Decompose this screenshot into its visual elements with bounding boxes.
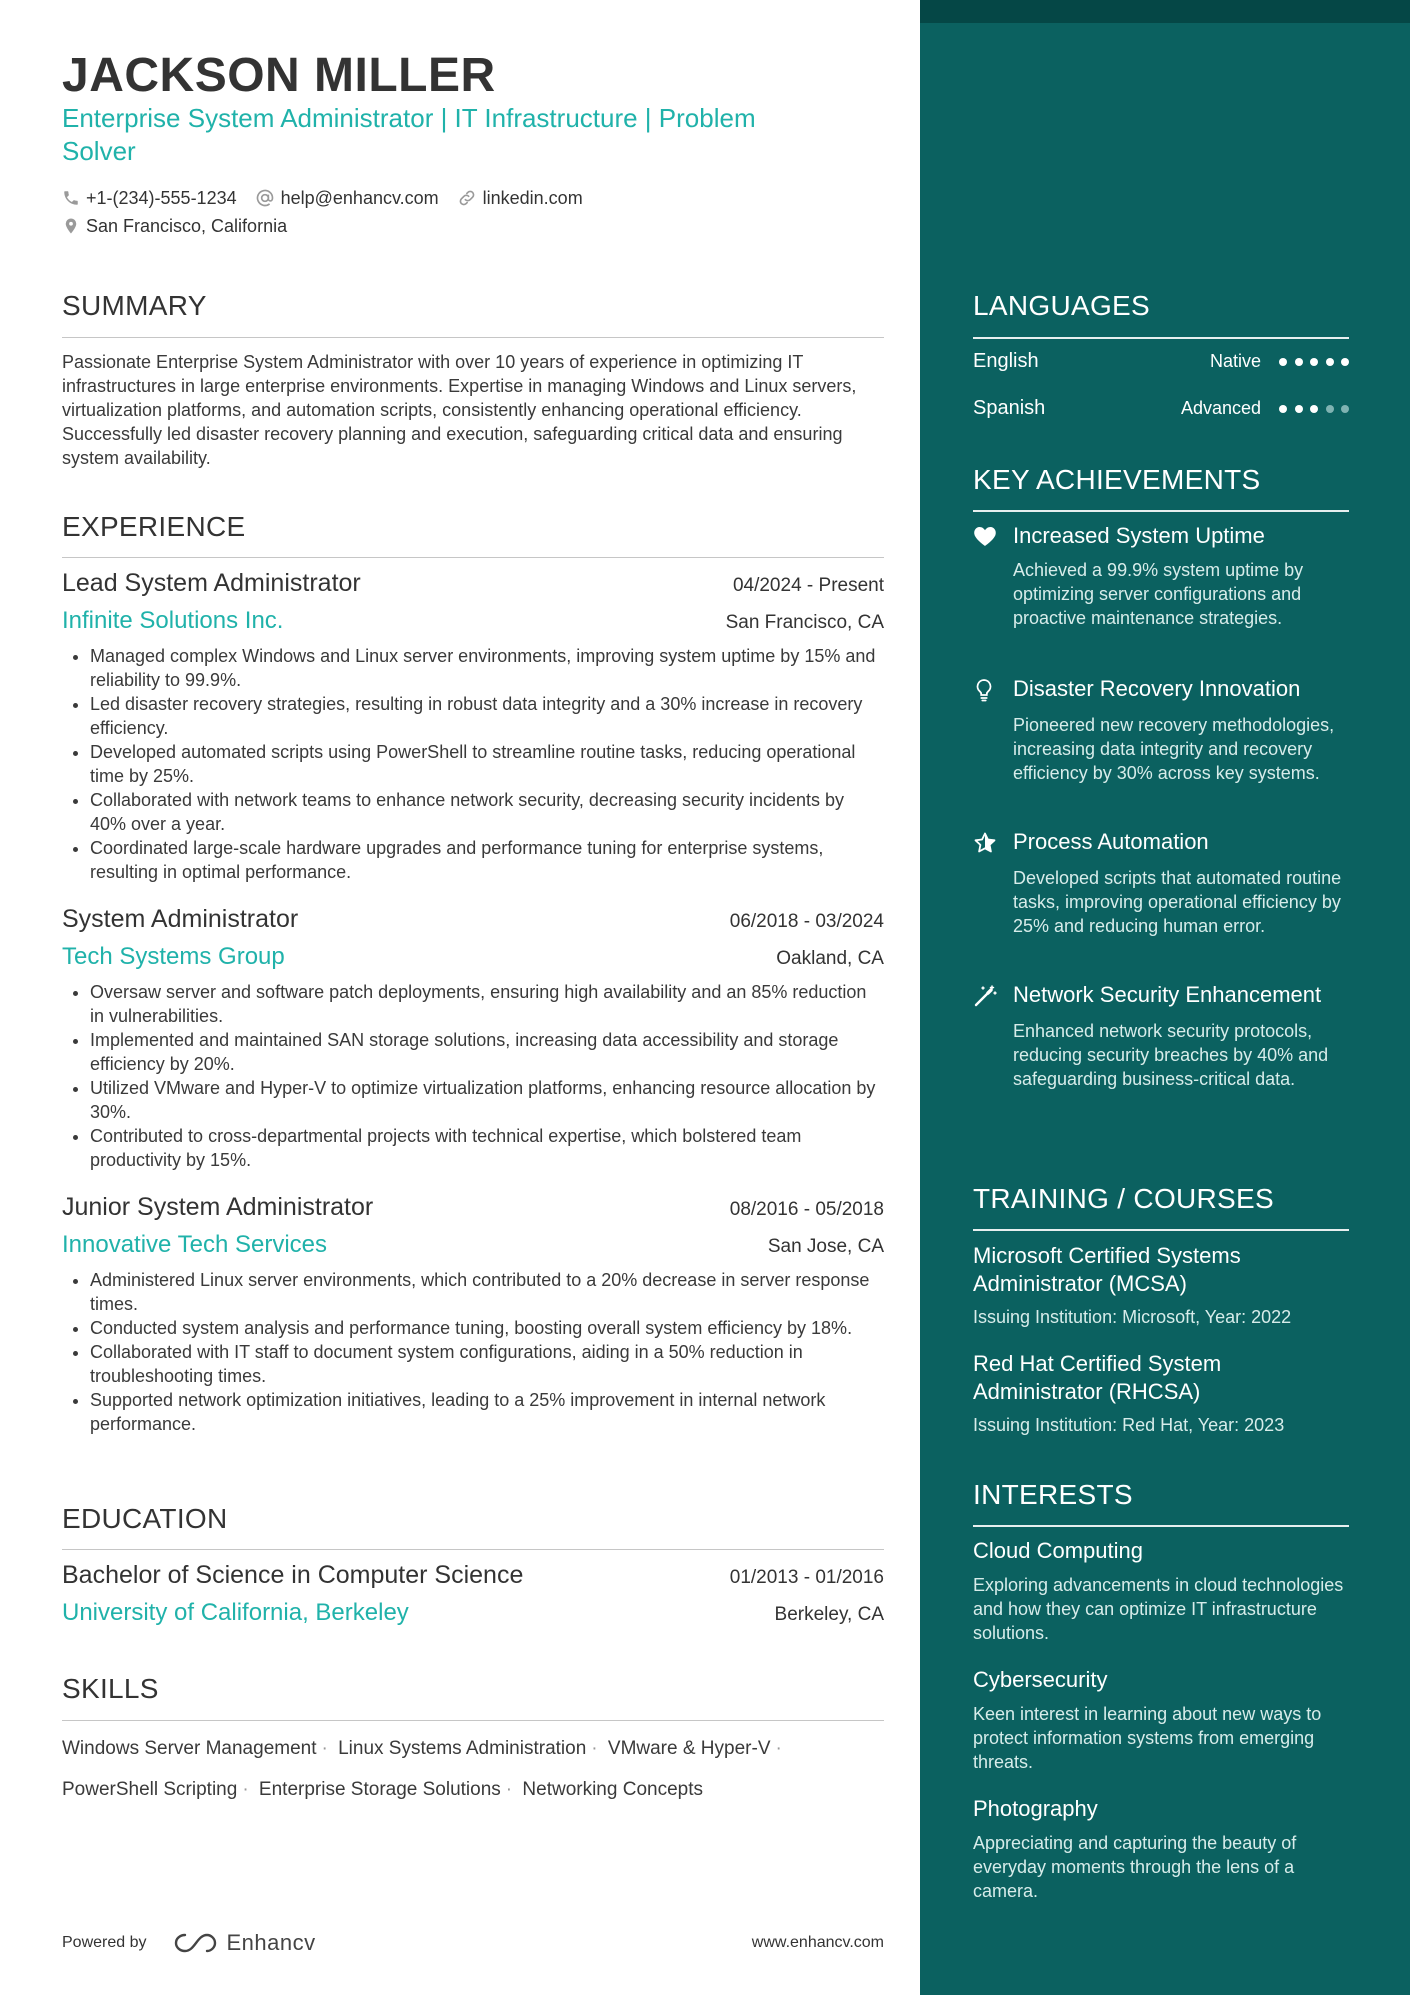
interest-item	[973, 1538, 1349, 1645]
summary-divider	[62, 337, 884, 338]
skill-item: Enterprise Storage Solutions	[258, 1779, 501, 1800]
job-location: Oakland, CA	[776, 948, 884, 969]
rating-dot	[1295, 405, 1303, 413]
job-dates: 04/2024 - Present	[732, 575, 884, 596]
powered-by	[62, 1930, 316, 1956]
job-dates: 06/2018 - 03/2024	[729, 911, 884, 932]
skill-item: Windows Server Management	[62, 1738, 317, 1759]
enhancv-logo-icon	[173, 1931, 219, 1955]
achievement-desc: Pioneered new recovery methodologies, increasing data integrity and recovery efficiency by 30% across key systems.	[1013, 715, 1335, 783]
phone-contact[interactable]	[62, 188, 237, 209]
link-icon	[457, 188, 477, 208]
job-role: Junior System Administrator	[62, 1193, 374, 1221]
job-bullet: • Led disaster recovery strategies, resulting in robust data integrity and a 30% increase in recovery efficiency.	[90, 692, 884, 740]
interest-title: Cloud Computing	[973, 1538, 1143, 1563]
achievement-item	[973, 981, 1349, 1091]
email-contact[interactable]	[255, 188, 439, 209]
training-divider	[973, 1229, 1349, 1231]
achievement-desc: Achieved a 99.9% system uptime by optimizing server configurations and proactive maintenance strategies.	[1013, 560, 1304, 628]
course-item	[973, 1242, 1349, 1328]
heart-icon	[973, 525, 997, 547]
interest-title: Cybersecurity	[973, 1667, 1108, 1692]
magic-wand-icon	[973, 984, 997, 1008]
job-bullet: • Oversaw server and software patch deployments, ensuring high availability and an 85% reduction in vulnerabilities.	[90, 980, 884, 1028]
at-icon	[255, 188, 275, 208]
powered-by-label: Powered by	[62, 1934, 147, 1951]
location-contact	[62, 216, 287, 237]
job-entry	[62, 569, 884, 884]
course-title: Red Hat Certified System Administrator (RHCSA)	[973, 1351, 1222, 1404]
job-location: San Jose, CA	[767, 1236, 884, 1257]
footer	[62, 1930, 884, 1956]
skills-list: Windows Server Management · Linux Systems Administration · VMware & Hyper-V · PowerShell Scripting · Enterprise Storage Solutions · Networking Concepts	[62, 1738, 782, 1800]
email-text: help@enhancv.com	[280, 187, 439, 208]
language-row	[973, 397, 1349, 420]
interests-heading: INTERESTS	[973, 1479, 1133, 1510]
footer-url[interactable]: www.enhancv.com	[751, 1934, 884, 1951]
rating-dot	[1295, 358, 1303, 366]
job-role: System Administrator	[62, 905, 299, 933]
job-bullet: • Collaborated with IT staff to document system configurations, aiding in a 50% reduction in troubleshooting times.	[90, 1340, 884, 1388]
rating-dot	[1279, 358, 1287, 366]
phone-text: +1-(234)-555-1234	[86, 187, 237, 208]
language-name: Spanish	[973, 397, 1046, 419]
candidate-title: Enterprise System Administrator | IT Infrastructure | Problem Solver	[62, 103, 756, 166]
achievement-item	[973, 675, 1349, 785]
job-bullets	[62, 1268, 884, 1436]
education-degree: Bachelor of Science in Computer Science	[62, 1561, 524, 1589]
job-bullet: • Developed automated scripts using PowerShell to streamline routine tasks, reducing operational time by 25%.	[90, 740, 884, 788]
interest-desc: Appreciating and capturing the beauty of everyday moments through the lens of a camera.	[973, 1833, 1297, 1901]
education-location: Berkeley, CA	[774, 1604, 884, 1625]
job-bullet: • Managed complex Windows and Linux server environments, improving system uptime by 15% and reliability to 99.9%.	[90, 644, 884, 692]
sidebar	[920, 0, 1410, 1995]
interest-item	[973, 1796, 1349, 1903]
achievement-title: Network Security Enhancement	[1013, 982, 1322, 1007]
job-bullet: • Supported network optimization initiatives, leading to a 25% improvement in internal network performance.	[90, 1388, 884, 1436]
skill-item: VMware & Hyper-V	[607, 1738, 771, 1759]
skills-divider	[62, 1720, 884, 1721]
summary-text: Passionate Enterprise System Administrator with over 10 years of experience in optimizing IT infrastructures in large enterprise environments. Expertise in managing Windows and Linux servers, virtualization platforms, and automation scripts, consistently enhancing operational efficiency. Successfully led disaster recovery planning and execution, safeguarding critical data and ensuring system availability.	[62, 352, 857, 468]
language-name: English	[973, 350, 1039, 372]
enhancv-brand: Enhancv	[226, 1930, 316, 1955]
job-bullets	[62, 644, 884, 884]
interest-title: Photography	[973, 1796, 1098, 1821]
achievement-title: Increased System Uptime	[1013, 523, 1265, 548]
course-institution: Issuing Institution: Red Hat, Year: 2023	[973, 1415, 1285, 1435]
phone-icon	[62, 189, 80, 207]
course-item	[973, 1350, 1349, 1436]
training-heading: TRAINING / COURSES	[973, 1183, 1274, 1214]
education-dates: 01/2013 - 01/2016	[729, 1567, 884, 1588]
skill-item: Networking Concepts	[522, 1779, 703, 1800]
language-level: Advanced	[1180, 398, 1261, 418]
job-entry	[62, 1193, 884, 1436]
rating-dot	[1326, 405, 1334, 413]
job-bullet: • Implemented and maintained SAN storage solutions, increasing data accessibility and storage efficiency by 20%.	[90, 1028, 884, 1076]
achievement-item	[973, 828, 1349, 938]
language-rating	[1279, 358, 1349, 366]
achievement-item	[973, 522, 1349, 630]
location-text: San Francisco, California	[86, 215, 288, 236]
languages-divider	[973, 337, 1349, 339]
interest-desc: Keen interest in learning about new ways to protect information systems from emerging threats.	[973, 1704, 1322, 1772]
language-rating	[1279, 405, 1349, 413]
lightbulb-icon	[973, 678, 995, 702]
job-bullet: • Conducted system analysis and performance tuning, boosting overall system efficiency by 18%.	[90, 1316, 884, 1340]
education-heading: EDUCATION	[62, 1503, 228, 1534]
achievement-desc: Enhanced network security protocols, reducing security breaches by 40% and safeguarding business-critical data.	[1013, 1021, 1329, 1089]
sidebar-top-bar	[920, 0, 1410, 23]
website-text: linkedin.com	[482, 187, 583, 208]
location-pin-icon	[62, 216, 80, 236]
languages-heading: LANGUAGES	[973, 290, 1150, 321]
achievement-desc: Developed scripts that automated routine tasks, improving operational efficiency by 25% and reducing human error.	[1013, 868, 1342, 936]
website-contact[interactable]	[457, 188, 583, 209]
achievements-divider	[973, 510, 1349, 512]
skill-item: PowerShell Scripting	[62, 1779, 238, 1800]
interest-desc: Exploring advancements in cloud technologies and how they can optimize IT infrastructure solutions.	[973, 1575, 1344, 1643]
job-company: Tech Systems Group	[62, 943, 285, 970]
achievements-heading: KEY ACHIEVEMENTS	[973, 464, 1261, 495]
language-row	[973, 350, 1349, 373]
job-location: San Francisco, CA	[725, 612, 884, 633]
skills-heading: SKILLS	[62, 1673, 159, 1704]
job-bullet: • Utilized VMware and Hyper-V to optimize virtualization platforms, enhancing resource allocation by 30%.	[90, 1076, 884, 1124]
language-level: Native	[1209, 351, 1261, 371]
contact-info	[62, 184, 884, 240]
job-bullet: • Contributed to cross-departmental projects with technical expertise, which bolstered team productivity by 15%.	[90, 1124, 884, 1172]
course-title: Microsoft Certified Systems Administrator (MCSA)	[973, 1243, 1241, 1296]
star-icon	[973, 831, 997, 855]
rating-dot	[1310, 405, 1318, 413]
education-divider	[62, 1549, 884, 1550]
interest-item	[973, 1667, 1349, 1774]
rating-dot	[1341, 405, 1349, 413]
job-bullet: • Administered Linux server environments, which contributed to a 20% decrease in server response times.	[90, 1268, 884, 1316]
job-bullet: • Coordinated large-scale hardware upgrades and performance tuning for enterprise systems, resulting in optimal performance.	[90, 836, 884, 884]
summary-heading: SUMMARY	[62, 290, 207, 321]
rating-dot	[1341, 358, 1349, 366]
job-bullets	[62, 980, 884, 1172]
experience-divider	[62, 557, 884, 558]
job-bullet: • Collaborated with network teams to enhance network security, decreasing security incidents by 40% over a year.	[90, 788, 884, 836]
rating-dot	[1310, 358, 1318, 366]
rating-dot	[1279, 405, 1287, 413]
rating-dot	[1326, 358, 1334, 366]
job-dates: 08/2016 - 05/2018	[729, 1199, 884, 1220]
job-entry	[62, 905, 884, 1172]
skill-item: Linux Systems Administration	[338, 1738, 587, 1759]
job-role: Lead System Administrator	[62, 569, 361, 597]
interests-divider	[973, 1525, 1349, 1527]
experience-heading: EXPERIENCE	[62, 511, 246, 542]
achievement-title: Disaster Recovery Innovation	[1013, 676, 1301, 701]
job-company: Innovative Tech Services	[62, 1231, 328, 1258]
education-school: University of California, Berkeley	[62, 1599, 409, 1626]
course-institution: Issuing Institution: Microsoft, Year: 2022	[973, 1307, 1292, 1327]
education-entry	[62, 1561, 884, 1627]
job-company: Infinite Solutions Inc.	[62, 607, 284, 634]
achievement-title: Process Automation	[1013, 829, 1209, 854]
candidate-name: JACKSON MILLER	[62, 49, 496, 102]
